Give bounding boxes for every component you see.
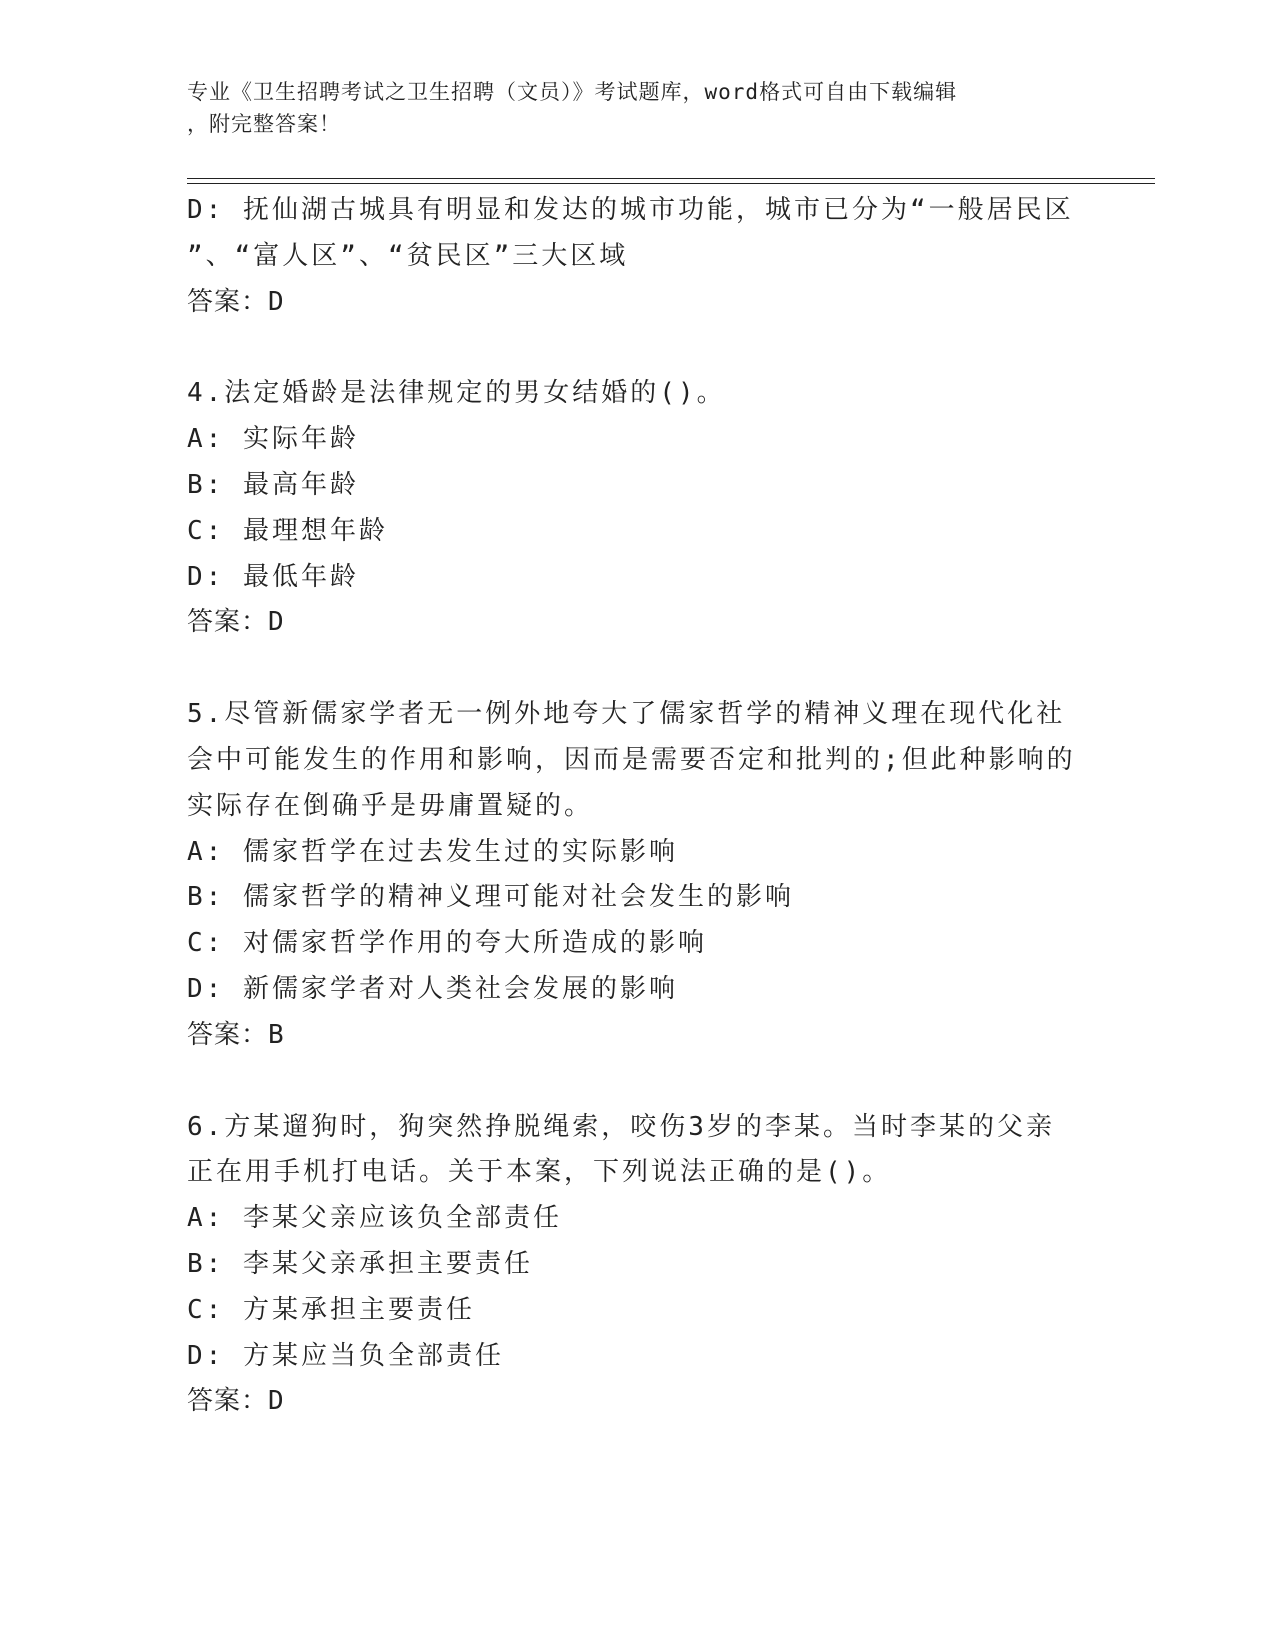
spacer xyxy=(187,325,1087,371)
spacer xyxy=(187,1059,1087,1105)
document-header xyxy=(187,76,1077,140)
option-d: D: 新儒家学者对人类社会发展的影响 xyxy=(187,973,678,1004)
option-c: C: 最理想年龄 xyxy=(187,515,388,546)
question-3 xyxy=(187,188,1087,325)
option-b: B: 儒家哲学的精神义理可能对社会发生的影响 xyxy=(187,882,794,913)
question-stem-line-1: 6.方某遛狗时，狗突然挣脱绳索，咬伤3岁的李某。当时李某的父亲 xyxy=(187,1111,1055,1142)
answer: 答案：D xyxy=(187,607,285,638)
header-divider-bottom xyxy=(187,183,1155,184)
option-a: A: 李某父亲应该负全部责任 xyxy=(187,1203,562,1234)
option-c: C: 对儒家哲学作用的夸大所造成的影响 xyxy=(187,928,707,959)
answer: 答案：D xyxy=(187,286,285,317)
question-stem-line-2: 正在用手机打电话。关于本案，下列说法正确的是()。 xyxy=(187,1157,892,1188)
option-a: A: 儒家哲学在过去发生过的实际影响 xyxy=(187,836,678,867)
question-stem-line-3: 实际存在倒确乎是毋庸置疑的。 xyxy=(187,790,594,821)
header-line-1: 专业《卫生招聘考试之卫生招聘（文员）》考试题库，word格式可自由下载编辑 xyxy=(187,80,958,104)
option-b: B: 最高年龄 xyxy=(187,469,359,500)
spacer xyxy=(187,646,1087,692)
option-d-line-2: ”、“富人区”、“贫民区”三大区域 xyxy=(187,240,629,271)
option-d: D: 最低年龄 xyxy=(187,561,359,592)
question-6 xyxy=(187,1105,1087,1426)
option-a: A: 实际年龄 xyxy=(187,424,359,455)
question-4 xyxy=(187,371,1087,646)
header-line-2: ，附完整答案！ xyxy=(187,112,341,136)
question-list xyxy=(187,188,1087,1425)
option-d: D: 方某应当负全部责任 xyxy=(187,1340,504,1371)
question-stem: 4.法定婚龄是法律规定的男女结婚的()。 xyxy=(187,378,726,409)
option-c: C: 方某承担主要责任 xyxy=(187,1294,475,1325)
question-stem-line-2: 会中可能发生的作用和影响，因而是需要否定和批判的;但此种影响的 xyxy=(187,744,1076,775)
answer: 答案：B xyxy=(187,1019,285,1050)
option-d-line-1: D: 抚仙湖古城具有明显和发达的城市功能，城市已分为“一般居民区 xyxy=(187,195,1074,225)
option-b: B: 李某父亲承担主要责任 xyxy=(187,1248,533,1279)
header-divider-top xyxy=(187,178,1155,179)
question-stem-line-1: 5.尽管新儒家学者无一例外地夸大了儒家哲学的精神义理在现代化社 xyxy=(187,699,1066,730)
question-5 xyxy=(187,692,1087,1058)
answer: 答案：D xyxy=(187,1386,285,1417)
